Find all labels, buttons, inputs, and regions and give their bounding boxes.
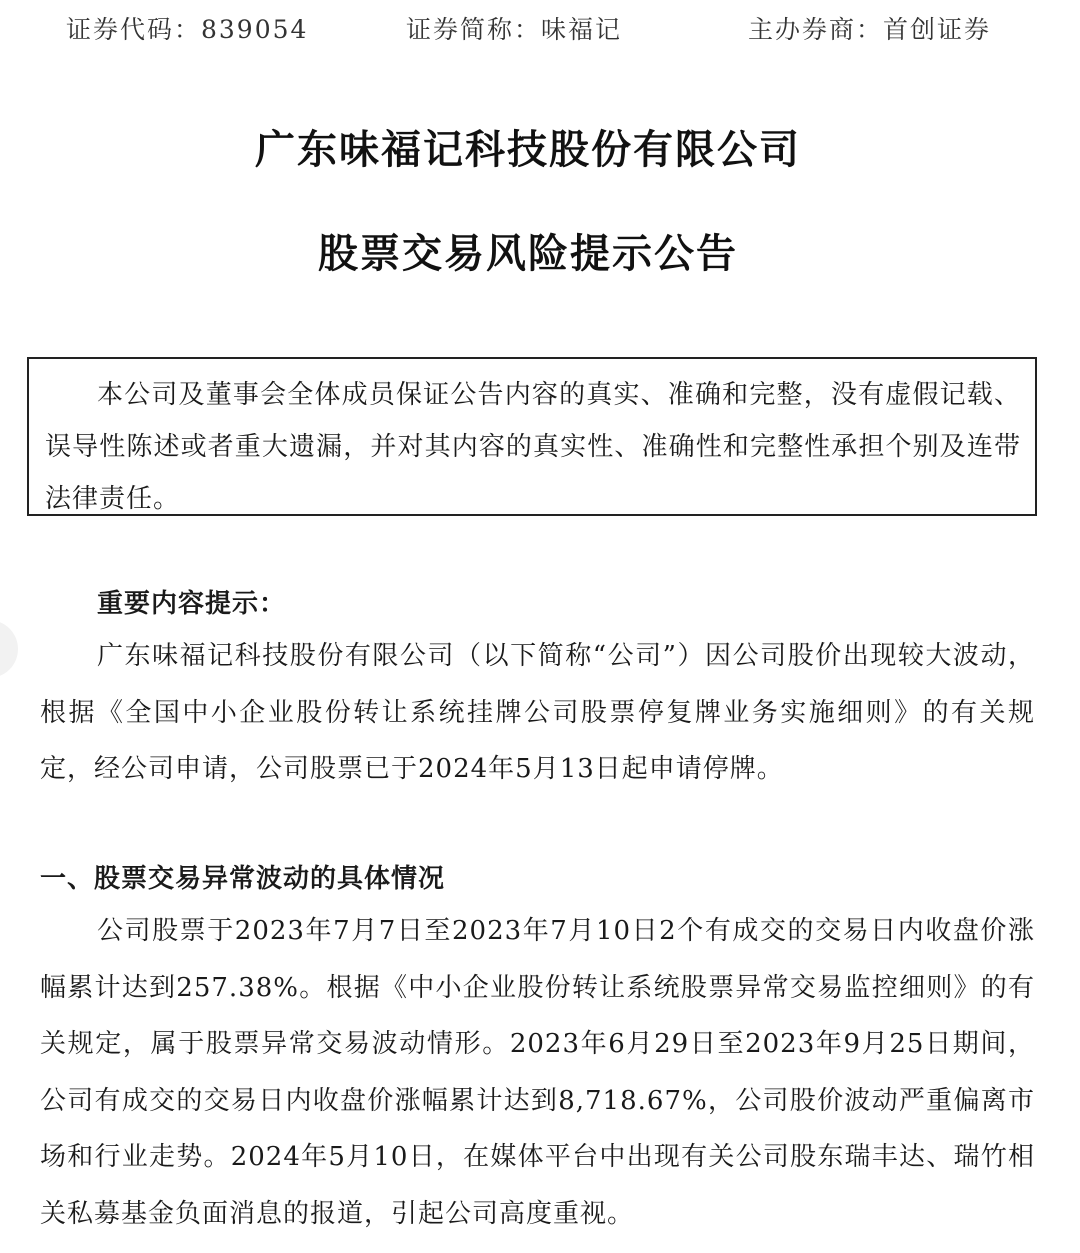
announcement-title: 股票交易风险提示公告	[318, 231, 738, 277]
edge-scroll-handle[interactable]	[0, 620, 18, 678]
security-info-header	[0, 10, 1080, 50]
security-abbreviation: 证券简称：味福记	[406, 15, 623, 44]
important-content-heading: 重要内容提示：	[97, 589, 287, 619]
section-1-heading: 一、股票交易异常波动的具体情况	[40, 864, 446, 894]
company-name-title: 广东味福记科技股份有限公司	[255, 127, 801, 173]
lead-broker: 主办券商：首创证券	[748, 15, 992, 44]
section-1-paragraph: 公司股票于2023年7月7日至2023年7月10日2个有成交的交易日内收盘价涨幅累计达到257.38%。根据《中小企业股份转让系统股票异常交易监控细则》的有关规定，属于股票异常交易波动情形。2023年6月29日至2023年9月25日期间，公司有成交的交易日内收盘价涨幅累计达到8,718.67%，公司股价波动严重偏离市场和行业走势。2024年5月10日，在媒体平台中出现有关公司股东瑞丰达、瑞竹相关私募基金负面消息的报道，引起公司高度重视。	[40, 916, 1035, 1229]
board-guarantee-notice: 本公司及董事会全体成员保证公告内容的真实、准确和完整，没有虚假记载、误导性陈述或者重大遗漏，并对其内容的真实性、准确性和完整性承担个别及连带法律责任。	[27, 357, 1037, 516]
important-content-paragraph: 广东味福记科技股份有限公司（以下简称“公司”）因公司股价出现较大波动，根据《全国中小企业股份转让系统挂牌公司股票停复牌业务实施细则》的有关规定，经公司申请，公司股票已于2024年5月13日起申请停牌。	[40, 641, 1035, 784]
security-code: 证券代码：839054	[66, 15, 309, 44]
